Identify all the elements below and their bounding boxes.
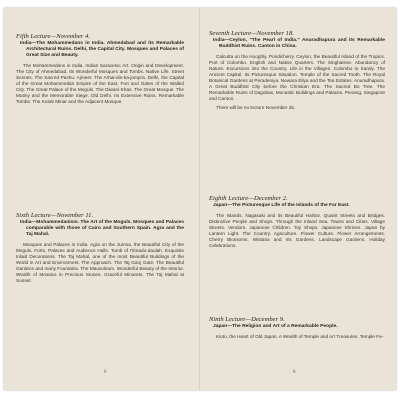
ninth-lecture-heading: Ninth Lecture—December 9. — [209, 316, 285, 323]
sixth-lecture-heading: Sixth Lecture—November 11. — [16, 212, 94, 219]
eighth-lecture-body: The Islands. Nagasaki and its Beautiful Harbor. Quaint Streets and Bridges. Distinctive People and Shops. Through the Inland Sea. Towns and Cities. Village Streets. Vendors. Japanese Children. Toy Shops. Japanese Shrines. Japan by Lantern Light. The Country. Agriculture. Flower Culture. Flower Arrangements. Cherry Blossoms. Wistaria and Iris Gardens. Landscape Gardens. Holiday Celebrations. — [209, 213, 385, 249]
seventh-lecture-body: Calcutta on the Hooghly. Pondicherry. Ceylon, the Beautiful Island of the Tropics. Port of Colombo. English and Native Quarters. The Singhalese. Abundancy of Nature. Excursions into the Country. Life in the Villages. Colombo to Kandy. The Ancient Capital. Its Picturesque Situation. Temple of the Sacred Tooth. The Royal Botanical Gardens at Peradeniya. Newara Eliya and the Tea Estates. Anuradhapura. A Great Buddhist City before the Christian Era. The Sacred Bo Tree. The Remarkable Ruins of Dagobas, Monastic Buildings and Palaces. Penang, Singapore and Canton. — [209, 54, 385, 102]
eighth-lecture-heading: Eighth Lecture—December 2. — [209, 195, 288, 202]
sixth-lecture-body: Mosques and Palaces in India. Agra on the Jumna, the Beautiful City of the Moguls. Forts, Palaces and Audience Halls. Tomb of I'timadu-daulah. Exquisite Inlaid Decorations. The Taj Mahal, one of the most Beautiful Buildings of the World in Art and Environment. The Approach. The Taj Ganj Gate. The Beautiful Gardens and many Fountains. The Mausoleum. Wonderful Beauty of the Interior. Wealth of Mosaics in Precious Stones. Graceful Minarets. The Taj Mahal at Sunset. — [16, 242, 184, 284]
ninth-lecture-section — [209, 316, 385, 343]
seventh-lecture-topic: India—Ceylon, "The Pearl of India." Anuradhapura and its Remarkable Buddhist Ruins. Canton in China. — [213, 38, 385, 49]
ninth-lecture-body: Kioto, the Heart of Old Japan. A Wealth of Temple and Art Treasures. Temple Fe- — [216, 334, 384, 339]
eighth-lecture-topic: Japan—The Picturesque Life of the Islands of the Far East. — [213, 203, 350, 208]
sixth-lecture-topic: India—Mohammedanism. The Art of the Moguls. Mosques and Palaces comparable with those of Cairo and Southern Spain. Agra and the Taj Mahal. — [20, 220, 184, 237]
eighth-lecture-section — [209, 195, 385, 252]
right-page — [201, 8, 396, 390]
booklet-spread — [4, 8, 396, 390]
seventh-lecture-section — [209, 30, 385, 111]
left-page — [4, 8, 199, 390]
fifth-lecture-section — [16, 33, 184, 108]
ninth-lecture-topic: Japan—The Religion and Art of a Remarkable People. — [213, 324, 338, 329]
right-page-number: 8 — [293, 370, 296, 375]
fifth-lecture-heading: Fifth Lecture—November 4. — [16, 33, 90, 40]
fifth-lecture-body: The Mohammedans in India. Indian Saracenic Art. Origin and Development. The City of Ahmedabad. Its Wonderful Mosques and Tombs. Native Life. Street Scenes. The Sacred Pashu. Ajmeer. The Arhai-din-ka-jompra. Delhi, the Capital of the Great Mohammedan Empire of the East. Fort and Gates of the Walled City. The Great Palace of the Moguls. The Diwani-Khas. The Great Mosque. The Mutiny and the Memorable Siege. Old Delhi. Its Extensive Ruins. Remarkable Tombs. The Kutub Minar and the Adjacent Mosque. — [16, 63, 184, 105]
sixth-lecture-section — [16, 212, 184, 287]
seventh-lecture-heading: Seventh Lecture—November 18. — [209, 30, 294, 37]
fifth-lecture-topic: India—The Mohammedans in India. Ahmedabad and its Remarkable Architectural Ruins. Delhi, the Capital City. Mosques and Palaces of Great Size and Beauty. — [20, 41, 184, 58]
no-lecture-note: There will be no lecture November 25. — [216, 105, 296, 111]
left-page-number: 6 — [104, 370, 107, 375]
